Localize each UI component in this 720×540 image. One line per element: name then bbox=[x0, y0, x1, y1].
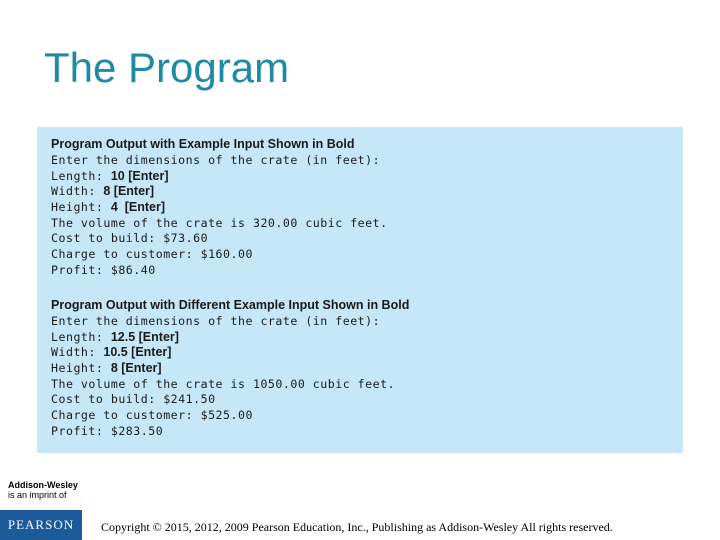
output-text: Profit: $86.40 bbox=[51, 262, 156, 277]
output-text: Profit: $283.50 bbox=[51, 423, 164, 438]
output-lines bbox=[51, 153, 388, 279]
output-line bbox=[51, 263, 388, 279]
output-section-1 bbox=[51, 136, 388, 279]
output-text: The volume of the crate is 1050.00 cubic feet. bbox=[51, 376, 396, 391]
output-text: Cost to build: $73.60 bbox=[51, 231, 209, 246]
section-heading: Program Output with Different Example Input Shown in Bold bbox=[51, 298, 410, 312]
output-text: Length: bbox=[51, 329, 111, 344]
output-line bbox=[51, 392, 409, 408]
user-input: 12.5 [Enter] bbox=[110, 329, 179, 344]
user-input: 10.5 [Enter] bbox=[103, 345, 172, 360]
user-input: 10 [Enter] bbox=[110, 168, 169, 183]
output-text: The volume of the crate is 320.00 cubic feet. bbox=[51, 215, 388, 230]
output-line bbox=[51, 361, 409, 377]
output-line bbox=[51, 200, 388, 216]
output-line bbox=[51, 231, 388, 247]
output-line bbox=[51, 216, 388, 232]
copyright-notice: Copyright © 2015, 2012, 2009 Pearson Education, Inc., Publishing as Addison-Wesley All rights reserved. bbox=[101, 520, 613, 534]
output-text: Charge to customer: $525.00 bbox=[51, 408, 253, 423]
publisher-name: Addison-Wesley bbox=[8, 480, 78, 490]
output-text: Width: bbox=[51, 345, 104, 360]
user-input: 8 [Enter] bbox=[103, 184, 155, 199]
publisher-subtitle: is an imprint of bbox=[8, 490, 67, 500]
output-line bbox=[51, 169, 388, 185]
output-text: Enter the dimensions of the crate (in feet): bbox=[51, 314, 381, 328]
output-text: Enter the dimensions of the crate (in feet): bbox=[51, 153, 381, 167]
output-line bbox=[51, 377, 409, 393]
output-line bbox=[51, 314, 409, 330]
pearson-logo: PEARSON bbox=[0, 510, 82, 540]
program-output-box bbox=[37, 127, 683, 453]
user-input: 8 [Enter] bbox=[110, 361, 162, 376]
output-line bbox=[51, 184, 388, 200]
output-text: Length: bbox=[51, 168, 111, 183]
output-text: Charge to customer: $160.00 bbox=[51, 247, 253, 262]
section-heading: Program Output with Example Input Shown in Bold bbox=[51, 137, 355, 151]
output-line bbox=[51, 408, 409, 424]
output-text: Height: bbox=[51, 361, 111, 376]
output-lines bbox=[51, 314, 409, 440]
output-section-2 bbox=[51, 297, 409, 440]
output-line bbox=[51, 424, 409, 440]
output-line bbox=[51, 153, 388, 169]
user-input: 4 [Enter] bbox=[110, 200, 166, 215]
slide-title: The Program bbox=[44, 44, 290, 91]
output-text: Width: bbox=[51, 184, 104, 199]
output-line bbox=[51, 345, 409, 361]
output-text: Height: bbox=[51, 200, 111, 215]
output-line bbox=[51, 330, 409, 346]
output-text: Cost to build: $241.50 bbox=[51, 392, 216, 407]
publisher-logo bbox=[8, 480, 82, 500]
output-line bbox=[51, 247, 388, 263]
